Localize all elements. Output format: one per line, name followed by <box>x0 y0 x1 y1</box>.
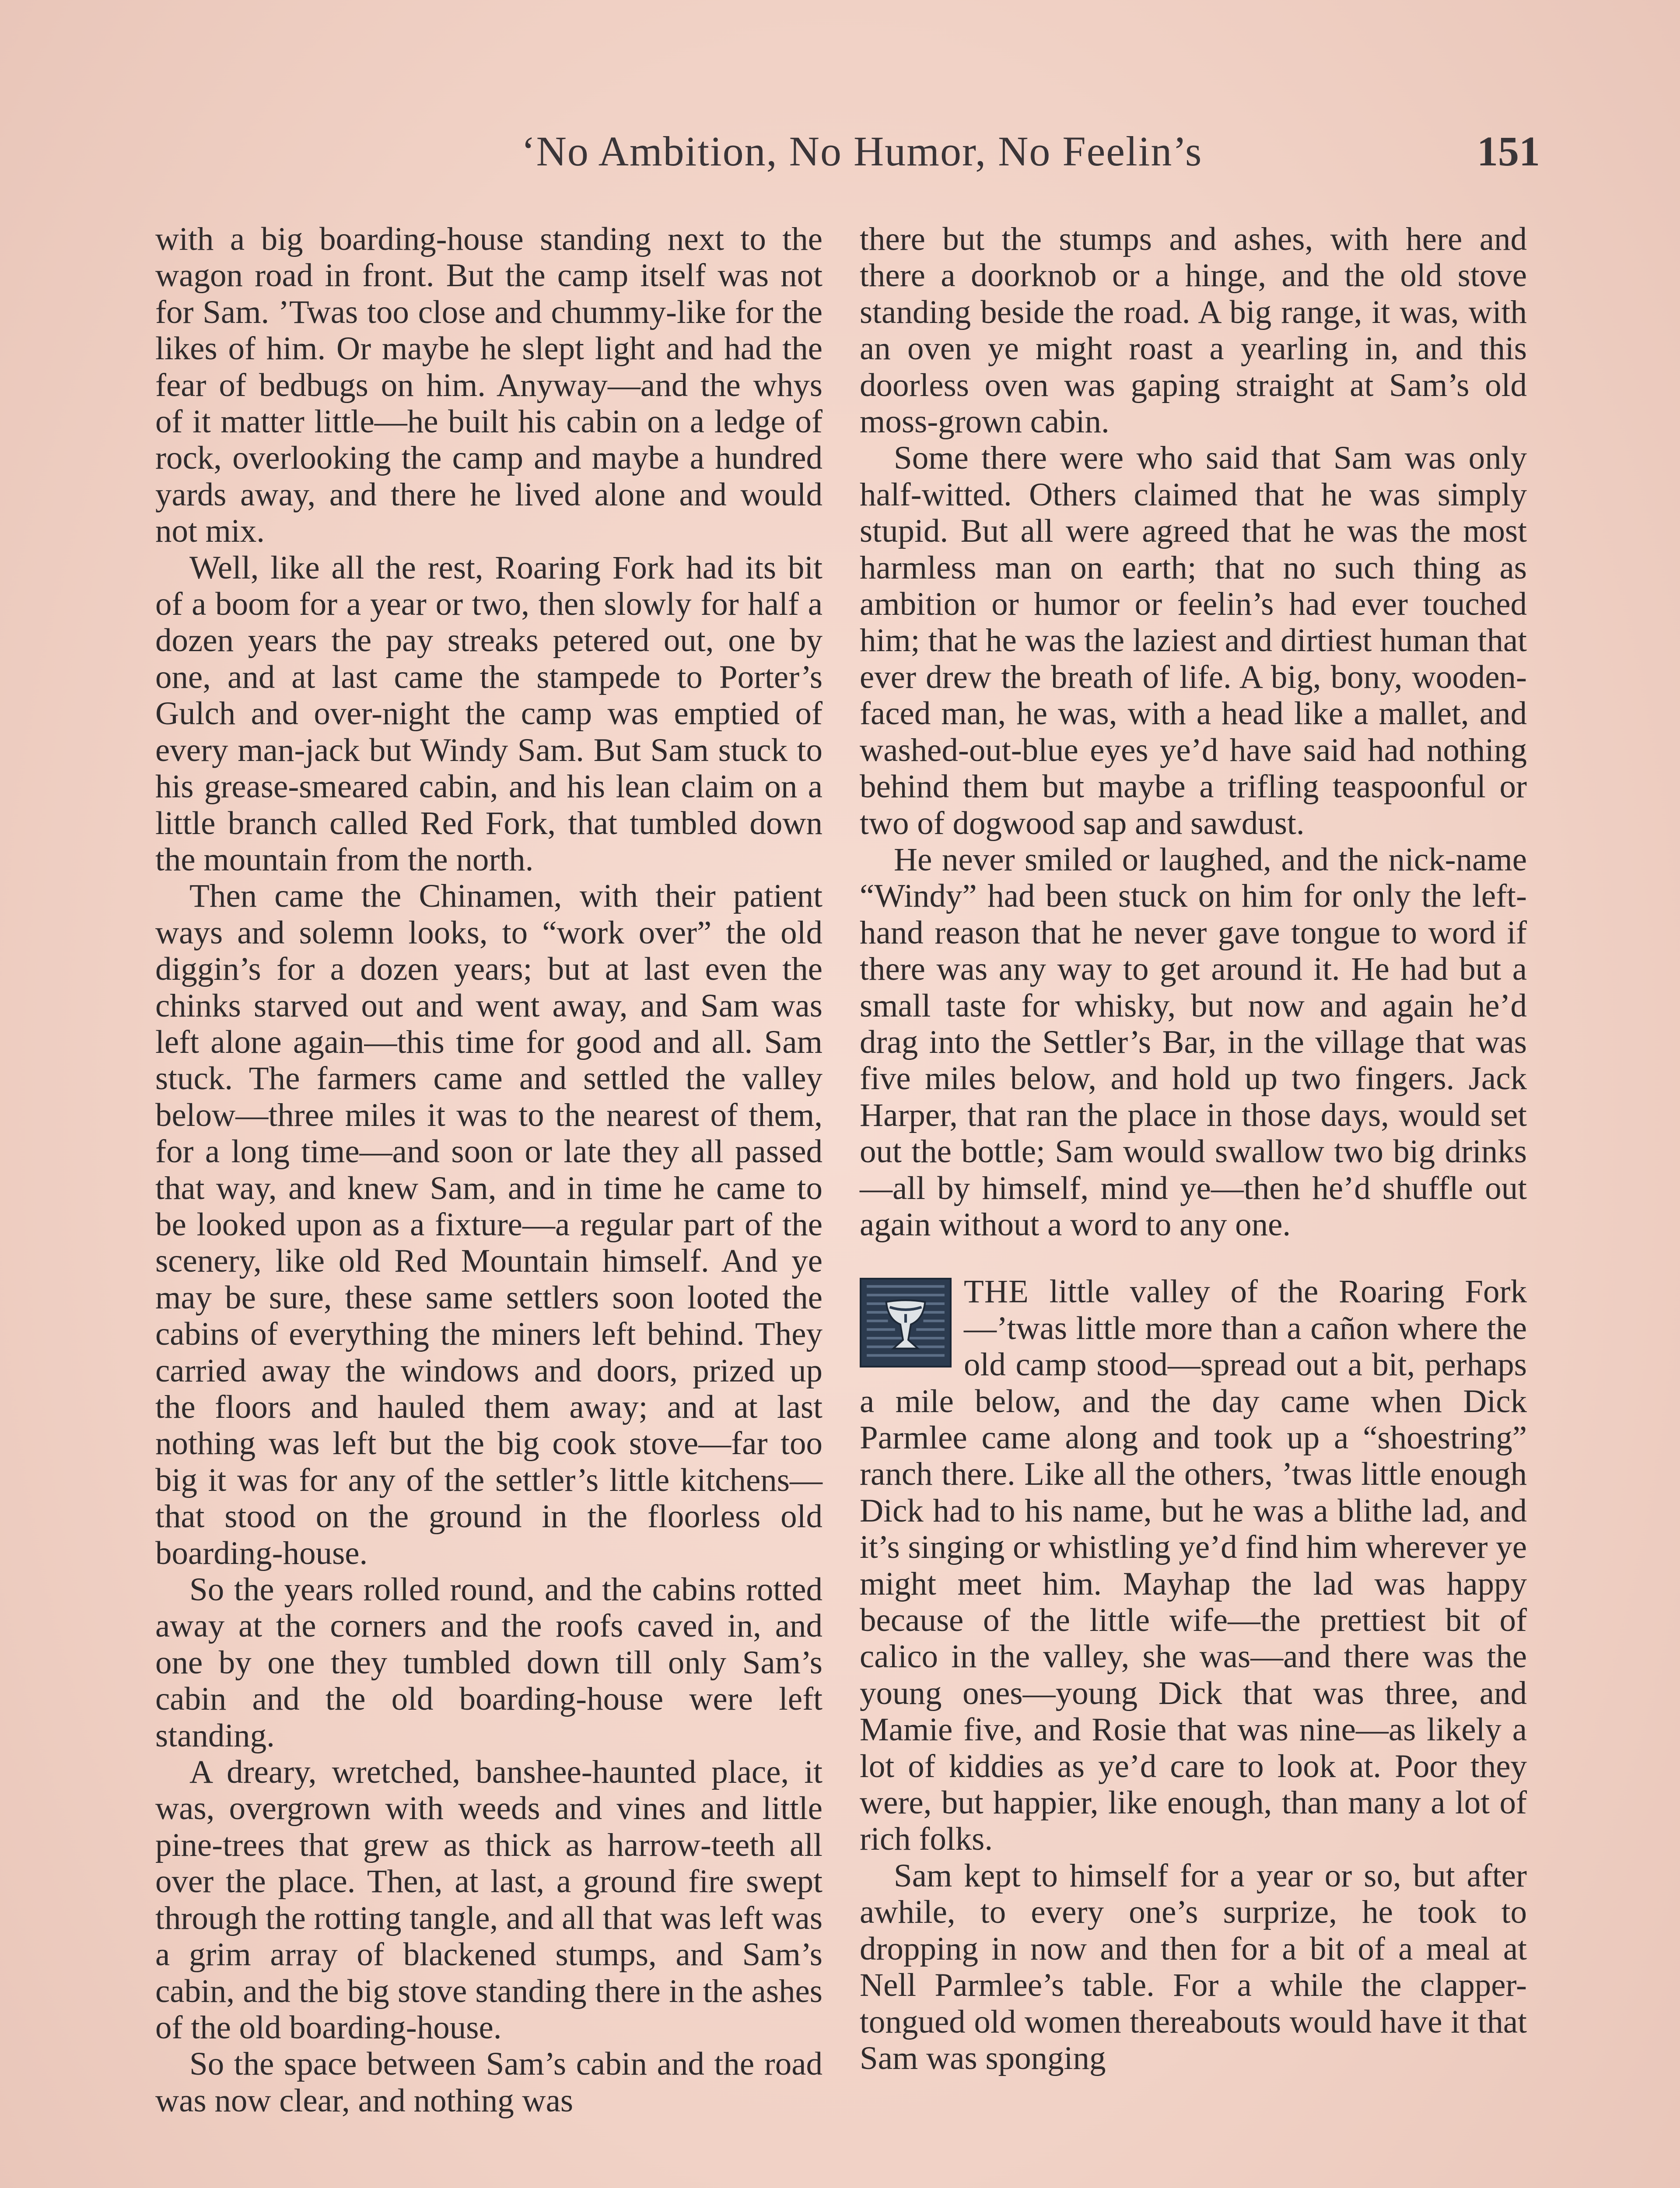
section-opening-paragraph <box>860 1273 1527 1858</box>
section-break <box>860 1243 1527 1273</box>
paragraph: Some there were who said that Sam was only half-witted. Others claimed that he was simply stupid. But all were agreed that he was the most harmless man on earth; that no such thing as ambition or humor or feelin’s had ever touched him; that he was the laziest and dirtiest human that ever drew the breath of life. A big, bony, wooden-faced man, he was, with a head like a mallet, and washed-out-blue eyes ye’d have said had nothing behind them but maybe a trifling teaspoonful or two of dogwood sap and sawdust. <box>860 440 1527 842</box>
paragraph: A dreary, wretched, banshee-haunted place, it was, overgrown with weeds and vines and little pine-trees that grew as thick as harrow-teeth all over the place. Then, at last, a ground fire swept through the rotting tangle, and all that was left was a grim array of blackened stumps, and Sam’s cabin, and the big stove standing there in the ashes of the old boarding-house. <box>155 1754 822 2046</box>
page-number: 151 <box>1477 128 1540 175</box>
paragraph: with a big boarding-house standing next to the wagon road in front. But the camp itself was not for Sam. ’Twas too close and chummy-like for the likes of him. Or maybe he slept light and had the fear of bedbugs on him. Anyway—and the whys of it matter little—he built his cabin on a ledge of rock, overlooking the camp and maybe a hundred yards away, and there he lived alone and would not mix. <box>155 221 822 550</box>
lead-rest: little valley of the Roaring Fork—’twas little more than a cañon where the old camp stood—spread out a bit, perhaps a mile below, and the day came when Dick Parmlee came along and took up a “shoestring” ranch there. Like all the others, ’twas little enough Dick had to his name, but he was a blithe lad, and it’s singing or whistling ye’d find him wherever ye might meet him. Mayhap the lad was happy because of the little wife—the prettiest bit of calico in the valley, she was—and there was the young ones—young Dick that was three, and Mamie five, and Rosie that was nine—as likely a lot of kiddies as ye’d care to look at. Poor they were, but happier, like enough, than many a lot of rich folks. <box>860 1273 1527 1858</box>
paragraph: Sam kept to himself for a year or so, but after awhile, to every one’s surprize, he took to dropping in now and then for a bit of a meal at Nell Parmlee’s table. For a while the clapper-tongued old women thereabouts would have it that Sam was sponging <box>860 1857 1527 2076</box>
paragraph: So the years rolled round, and the cabins rotted away at the corners and the roofs caved in, and one by one they tumbled down till only Sam’s cabin and the old boarding-house were left standing. <box>155 1571 822 1754</box>
goblet-ornament-icon <box>860 1278 952 1368</box>
paragraph: Well, like all the rest, Roaring Fork had its bit of a boom for a year or two, then slowly for half a dozen years the pay streaks petered out, one by one, and at last came the stampede to Porter’s Gulch and over-night the camp was emptied of every man-jack but Windy Sam. But Sam stuck to his grease-smeared cabin, and his lean claim on a little branch called Red Fork, that tumbled down the mountain from the north. <box>155 549 822 878</box>
running-title: ‘No Ambition, No Humor, No Feelin’s <box>521 128 1203 175</box>
paragraph: there but the stumps and ashes, with here and there a doorknob or a hinge, and the old stove standing beside the road. A big range, it was, with an oven ye might roast a yearling in, and this doorless oven was gaping straight at Sam’s old moss-grown cabin. <box>860 221 1527 440</box>
paragraph: He never smiled or laughed, and the nick-name “Windy” had been stuck on him for only the left-hand reason that he never gave tongue to word if there was any way to get around it. He had but a small taste for whisky, but now and again he’d drag into the Settler’s Bar, in the village that was five miles below, and hold up two fingers. Jack Harper, that ran the place in those days, would set out the bottle; Sam would swallow two big drinks—all by himself, mind ye—then he’d shuffle out again without a word to any one. <box>860 841 1527 1243</box>
right-column <box>860 221 1527 2076</box>
section-two <box>860 1273 1527 1858</box>
left-column <box>155 221 822 2119</box>
paragraph: So the space between Sam’s cabin and the road was now clear, and nothing was <box>155 2046 822 2119</box>
paragraph: Then came the Chinamen, with their patient ways and solemn looks, to “work over” the old diggin’s for a dozen years; but at last even the chinks starved out and went away, and Sam was left alone again—this time for good and all. Sam stuck. The farmers came and settled the valley below—three miles it was to the nearest of them, for a long time—and soon or late they all passed that way, and knew Sam, and in time he came to be looked upon as a fixture—a regular part of the scenery, like old Red Mountain himself. And ye may be sure, these same settlers soon looted the cabins of everything the miners left behind. They carried away the windows and doors, prized up the floors and hauled them away; and at last nothing was left but the big cook stove—far too big it was for any of the settler’s little kitchens—that stood on the ground in the floorless old boarding-house. <box>155 878 822 1571</box>
lead-caps: THE <box>964 1273 1029 1310</box>
